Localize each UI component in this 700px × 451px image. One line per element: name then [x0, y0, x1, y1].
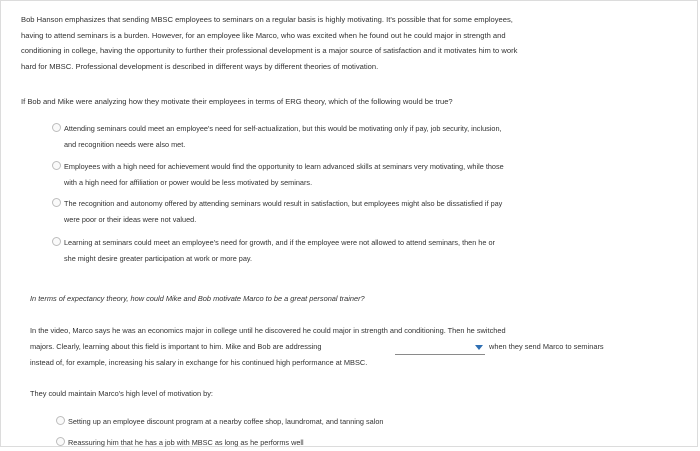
video-text-line-2a: majors. Clearly, learning about this field is important to him. Mike and Bob are addressing — [30, 342, 322, 351]
option-line: she might desire greater participation at work or more pay. — [64, 253, 253, 263]
radio-button[interactable] — [52, 123, 61, 132]
option-text: Reassuring him that he has a job with MBSC as long as he performs well — [68, 438, 304, 447]
radio-button[interactable] — [52, 161, 61, 170]
answer-dropdown[interactable] — [395, 345, 485, 355]
radio-button[interactable] — [56, 416, 65, 425]
dropdown-arrow-icon[interactable] — [475, 345, 483, 350]
intro-line: having to attend seminars is a burden. However, for an employee like Marco, who was excited when he found out he could major in strength and — [21, 30, 506, 40]
question-1-prompt: If Bob and Mike were analyzing how they motivate their employees in terms of ERG theory, which of the following would be true? — [21, 97, 453, 106]
video-text-line-1: In the video, Marco says he was an economics major in college until he discovered he could major in strength and conditioning. Then he switched — [30, 326, 506, 335]
intro-line: conditioning in college, having the opportunity to further their professional development is a major source of satisfaction and it motivates him to work — [21, 46, 518, 55]
option-line: Employees with a high need for achievement would find the opportunity to learn advanced skills at seminars very motivating, while those — [64, 162, 504, 171]
intro-line: Bob Hanson emphasizes that sending MBSC employees to seminars on a regular basis is highly motivating. It's possible that for some employees, — [21, 15, 513, 24]
radio-button[interactable] — [52, 198, 61, 207]
option-line: and recognition needs were also met. — [64, 139, 186, 149]
question-2-prompt: In terms of expectancy theory, how could Mike and Bob motivate Marco to be a great personal trainer? — [30, 294, 365, 303]
option-line: Attending seminars could meet an employee's need for self-actualization, but this would be motivating only if pay, job security, inclusion, — [64, 124, 502, 133]
option-text — [64, 121, 644, 152]
maintain-prompt: They could maintain Marco's high level of motivation by: — [30, 389, 213, 398]
option-text: Setting up an employee discount program at a nearby coffee shop, laundromat, and tanning salon — [68, 417, 384, 426]
option-line: with a high need for affiliation or power would be less motivated by seminars. — [64, 177, 313, 187]
radio-button[interactable] — [56, 437, 65, 446]
video-text-line-3: instead of, for example, increasing his salary in exchange for his continued high performance at MBSC. — [30, 358, 368, 367]
option-line: The recognition and autonomy offered by attending seminars would result in satisfaction, but employees might also be dissatisfied if pay — [64, 199, 503, 208]
option-text — [64, 159, 644, 190]
option-line: were poor or their ideas were not valued. — [64, 214, 197, 224]
option-line: Learning at seminars could meet an employee's need for growth, and if the employee were not allowed to attend seminars, then he or — [64, 238, 495, 247]
video-text-line-2b: when they send Marco to seminars — [489, 342, 604, 351]
intro-paragraph — [21, 12, 661, 74]
option-text — [64, 235, 644, 266]
intro-line: hard for MBSC. Professional development is described in different ways by different theories of motivation. — [21, 61, 379, 71]
option-text — [64, 196, 644, 227]
radio-button[interactable] — [52, 237, 61, 246]
